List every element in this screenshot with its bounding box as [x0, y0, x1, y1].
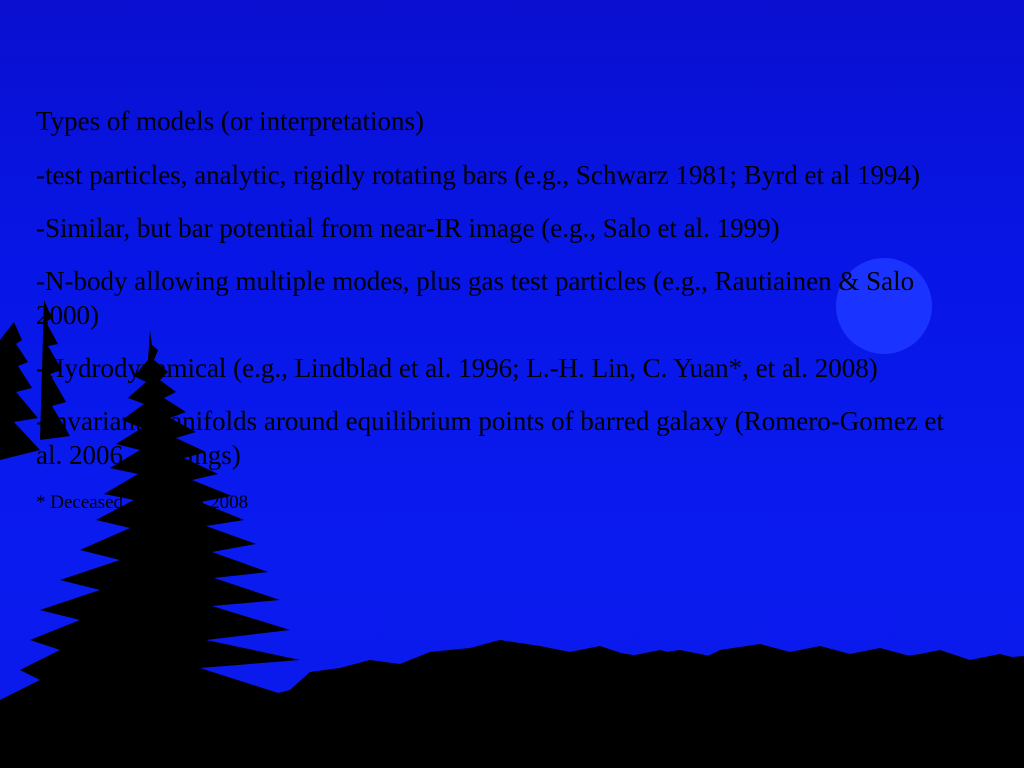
subscript: 1 [163, 458, 171, 475]
slide-heading: Types of models (or interpretations) [36, 106, 425, 136]
footnote: * Deceased 24 August 2008 [36, 492, 249, 513]
list-item: -test particles, analytic, rigidly rotating bars (e.g., Schwarz 1981; Byrd et al 1994) [36, 160, 920, 190]
ground [0, 690, 1024, 768]
list-item [36, 404, 966, 475]
list-item: -Hydrodynamical (e.g., Lindblad et al. 1996; L.-H. Lin, C. Yuan*, et al. 2008) [36, 353, 878, 383]
list-item: -N-body allowing multiple modes, plus gas test particles (e.g., Rautiainen & Salo 2000) [36, 266, 915, 330]
list-item-text-suffix: rings) [171, 440, 241, 470]
small-tree [0, 322, 40, 460]
slide-content [36, 104, 966, 515]
list-item-text: -Invariant manifolds around equilibrium points of barred galaxy (Romero-Gomez et al. 2006, rR [36, 406, 944, 470]
list-item: -Similar, but bar potential from near-IR image (e.g., Salo et al. 1999) [36, 213, 780, 243]
